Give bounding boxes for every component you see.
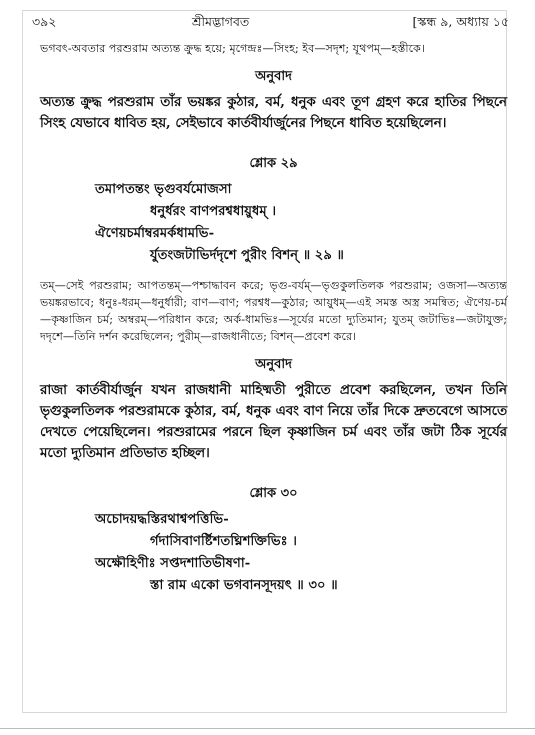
verse-29-line-3: ঐণেয়চর্মাম্বরমর্কধামভি- xyxy=(95,226,215,241)
spacer xyxy=(40,464,507,474)
translation-28: অত্যন্ত ক্রুদ্ধ পরশুরাম তাঁর ভয়ঙ্কর কুঠার, বর্ম, ধনুক এবং তূণ গ্রহণ করে হাতির পিছনে সিংহ যেভাবে ধাবিত হয়, সেইভাবে কার্তবীর্যার্জুনের পিছনে ধাবিত হয়েছিলেন। xyxy=(40,95,507,131)
spacer xyxy=(40,267,507,277)
heading-shloka-30: শ্লোক ৩০ xyxy=(249,486,298,501)
verse-30-line-3: অক্ষৌহিণীঃ সপ্তদশাতিভীষণা- xyxy=(95,556,251,571)
verse-29-line-4: র্যুতংজটাভির্দদৃশে পুরীং বিশন্ ॥ ২৯ ॥ xyxy=(150,248,344,263)
verse-30-line-2: র্গদাসিবাণর্ষ্টিশতঘ্নিশক্তিভিঃ । xyxy=(150,534,298,549)
verse-30-line-4: স্তা রাম একো ভগবানসূদয়ৎ ॥ ৩০ ॥ xyxy=(150,578,338,593)
word-meaning-29: তম্—সেই পরশুরাম; আপতন্তম্—পশ্চাদ্ধাবন করে; ভৃগু-বর্যম্—ভৃগুকুলতিলক পরশুরাম; ওজসা—অত্যন্ত ভয়ঙ্করভাবে; ধনুঃ-ধরম্—ধনুর্ধারী; বাণ—বাণ; পরশ্বধ—কুঠার; আয়ুধম্—এই সমস্ত অস্ত্র সমন্বিত; ঐণেয়-চর্ম—কৃষ্ণাজিন চর্ম; অম্বরম্—পরিধান করে; অর্ক-ধামভিঃ—সূর্যের মতো দ্যুতিমান; যুতম্ জটাভিঃ—জটাযুক্ত; দদৃশে—তিনি দর্শন করেছিলেন; পুরীম্—রাজধানীতে; বিশন্—প্রবেশ করে। xyxy=(40,279,507,343)
heading-anubad-1: অনুবাদ xyxy=(255,69,292,84)
page-header xyxy=(22,14,513,34)
page-number: ৩৯২ xyxy=(32,14,57,29)
verse-29-line-1: তমাপতন্তং ভৃগুবর্যমোজসা xyxy=(95,182,232,197)
verse-29-line-2: ধনুর্ধরং বাণপরশ্বধায়ুধম্ । xyxy=(150,204,277,219)
translation-29: রাজা কার্তবীর্যার্জুন যখন রাজধানী মাহিষ্মতী পুরীতে প্রবেশ করছিলেন, তখন তিনি ভৃগুকুলতিলক পরশুরামকে কুঠার, বর্ম, ধনুক এবং বাণ নিয়ে তাঁর দিকে দ্রুতবেগে আসতে দেখতে পেয়েছিলেন। পরশুরামের পরনে ছিল কৃষ্ণাজিন চর্ম এবং তাঁর জটা ঠিক সূর্যের মতো দ্যুতিমান প্রতিভাত হচ্ছিল। xyxy=(40,383,507,461)
chapter-indicator: [স্কন্ধ ৯, অধ্যায় ১৫ xyxy=(412,14,509,29)
verse-30-line-1: অচোদয়দ্ধস্তিরথাশ্বপত্তিভি- xyxy=(95,512,229,527)
heading-shloka-29: শ্লোক ২৯ xyxy=(249,156,298,171)
spacer xyxy=(40,134,507,144)
book-title: শ্রীমদ্ভাগবত xyxy=(192,14,250,29)
bottom-rule xyxy=(0,728,535,729)
heading-anubad-2: অনুবাদ xyxy=(255,357,292,372)
word-meaning-top: ভগবৎ-অবতার পরশুরাম অত্যন্ত ক্রুদ্ধ হয়ে; মৃগেন্দ্রঃ—সিংহ; ইব—সদৃশ; যূথপম্—হস্তীকে। xyxy=(40,42,425,55)
page-content xyxy=(40,40,507,597)
